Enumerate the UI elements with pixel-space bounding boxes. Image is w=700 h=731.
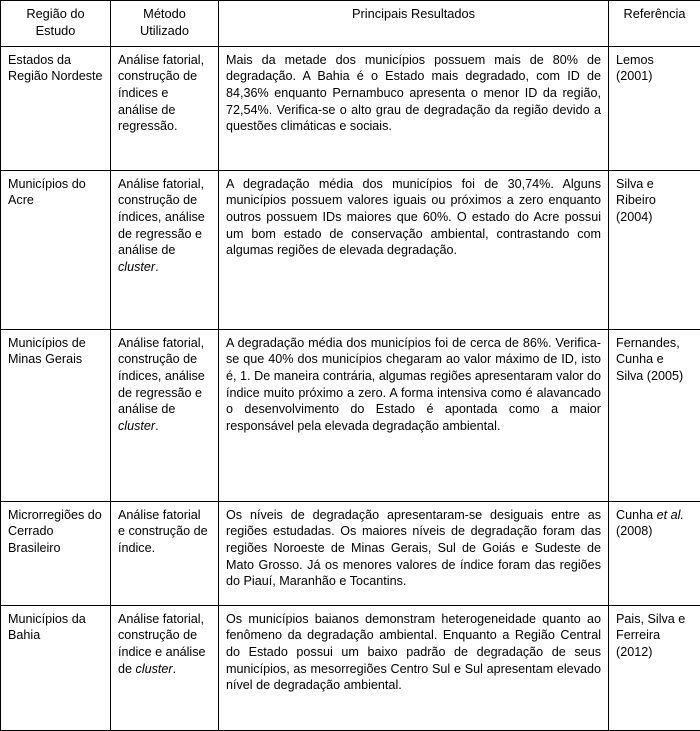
cell-method-text: Análise fatorial, construção de índices e análise de regressão. xyxy=(118,53,204,133)
cell-method-text: Análise fatorial, construção de índice e análise de xyxy=(118,612,206,676)
cell-region: Municípios do Acre xyxy=(1,170,111,329)
cell-method-period: . xyxy=(155,419,159,433)
cell-method-text: Análise fatorial e construção de índice. xyxy=(118,508,208,555)
cell-results: A degradação média dos municípios foi de cerca de 86%. Verifica-se que 40% dos municípios chegaram ao valor máximo de ID, isto é, 1. De maneira contrária, algumas regiões apresentaram valor do índice muito próximo a zero. A forma intensiva como é alavancado o desenvolvimento do Estado é apontada como a maior responsável pela elevada degradação ambiental. xyxy=(219,329,609,501)
cell-method xyxy=(111,329,219,501)
cell-reference-lead: Pais, Silva e Ferreira (2012) xyxy=(616,612,685,659)
cell-reference xyxy=(609,170,700,329)
cell-reference xyxy=(609,605,700,730)
cell-method xyxy=(111,605,219,730)
column-header-reference: Referência xyxy=(609,1,700,47)
table-row xyxy=(1,170,700,329)
cell-reference-lead: Cunha xyxy=(616,508,657,522)
cell-region: Municípios de Minas Gerais xyxy=(1,329,111,501)
cell-results: Os municípios baianos demonstram heterogeneidade quanto ao fenômeno da degradação ambiental. Enquanto a Região Central do Estado possui um baixo padrão de degradação de seus municípios, as mesorregiões Centro Sul e Sul apresentam elevado nível de degradação ambiental. xyxy=(219,605,609,730)
cell-method-period: . xyxy=(155,260,159,274)
cell-method-text: Análise fatorial, construção de índices, análise de regressão e análise de xyxy=(118,336,205,416)
cell-region: Estados da Região Nordeste xyxy=(1,46,111,170)
cell-reference-tail: (2008) xyxy=(616,524,652,538)
cell-reference-italic: et al. xyxy=(657,508,684,522)
cell-reference-lead: Silva e Ribeiro (2004) xyxy=(616,177,656,224)
cell-reference xyxy=(609,46,700,170)
cell-results: Mais da metade dos municípios possuem mais de 80% de degradação. A Bahia é o Estado mais degradado, com ID de 84,36% enquanto Pernambuco apresenta o menor ID da região, 72,54%. Verifica-se o alto grau de degradação da região devido a questões climáticas e sociais. xyxy=(219,46,609,170)
table-row xyxy=(1,46,700,170)
table-body xyxy=(1,46,700,730)
column-header-results: Principais Resultados xyxy=(219,1,609,47)
table-row xyxy=(1,329,700,501)
cell-method-italic: cluster xyxy=(118,419,155,433)
column-header-method: Método Utilizado xyxy=(111,1,219,47)
table-row xyxy=(1,501,700,605)
cell-region: Microrregiões do Cerrado Brasileiro xyxy=(1,501,111,605)
cell-reference-lead: Lemos (2001) xyxy=(616,53,654,84)
cell-reference xyxy=(609,501,700,605)
cell-results: Os níveis de degradação apresentaram-se desiguais entre as regiões estudadas. Os maiores níveis de degradação foram das regiões Noroeste de Minas Gerais, Sul de Goiás e Sudeste de Mato Grosso. Já os menores valores de índice foram das regiões do Piauí, Maranhão e Tocantins. xyxy=(219,501,609,605)
cell-results: A degradação média dos municípios foi de 30,74%. Alguns municípios possuem valores iguais ou próximos a zero enquanto outros possuem IDs maiores que 60%. O estado do Acre possui um bom estado de conservação ambiental, contrastando com algumas regiões de elevada degradação. xyxy=(219,170,609,329)
cell-method xyxy=(111,501,219,605)
cell-method-italic: cluster xyxy=(118,260,155,274)
cell-method xyxy=(111,46,219,170)
cell-reference xyxy=(609,329,700,501)
table-header-row xyxy=(1,1,700,47)
cell-method-period: . xyxy=(173,662,177,676)
column-header-region: Região do Estudo xyxy=(1,1,111,47)
cell-method-text: Análise fatorial, construção de índices, análise de regressão e análise de xyxy=(118,177,205,257)
cell-region: Municípios da Bahia xyxy=(1,605,111,730)
cell-method-italic: cluster xyxy=(136,662,173,676)
table-header xyxy=(1,1,700,47)
table-row xyxy=(1,605,700,730)
cell-method xyxy=(111,170,219,329)
cell-reference-lead: Fernandes, Cunha e Silva (2005) xyxy=(616,336,683,383)
